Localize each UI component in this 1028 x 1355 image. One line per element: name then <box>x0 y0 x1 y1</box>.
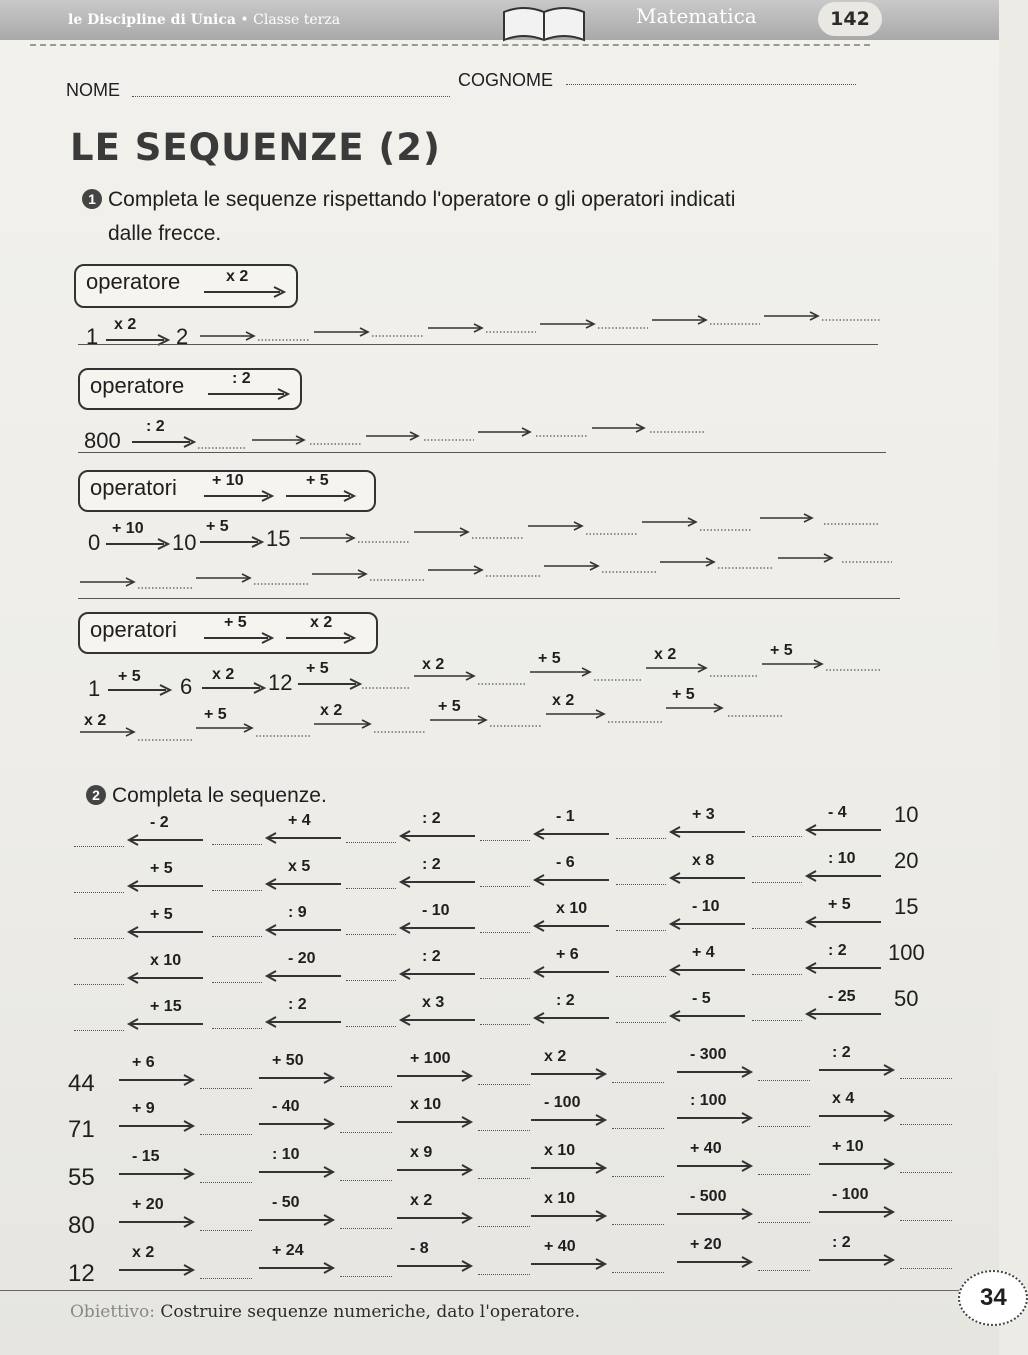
operator-label-1: + 5 <box>224 614 247 631</box>
answer-blank[interactable] <box>752 928 802 929</box>
forward-start-value: 55 <box>68 1164 95 1191</box>
backward-op: + 5 <box>150 906 173 923</box>
seq3-third: 15 <box>266 526 291 551</box>
answer-blank[interactable] <box>900 1078 952 1079</box>
answer-blank[interactable] <box>340 1180 392 1181</box>
page-number: 142 <box>818 2 882 36</box>
answer-blank[interactable] <box>346 934 396 935</box>
answer-blank[interactable] <box>340 1276 392 1277</box>
backward-op: - 4 <box>828 804 847 821</box>
backward-op: + 15 <box>150 998 182 1015</box>
seq1-start: 1 <box>86 324 99 349</box>
forward-op: - 300 <box>690 1046 727 1063</box>
forward-op: - 40 <box>272 1098 300 1115</box>
name-field[interactable] <box>132 96 450 97</box>
left-arrow-icon <box>400 1014 476 1026</box>
left-arrow-icon <box>670 826 746 838</box>
surname-field[interactable] <box>566 84 856 85</box>
answer-blank[interactable] <box>346 842 396 843</box>
seq4-start: 1 <box>88 676 101 701</box>
answer-blank[interactable] <box>200 1088 252 1089</box>
arrow-icon <box>204 286 286 298</box>
bottom-line <box>0 1290 970 1291</box>
answer-blank[interactable] <box>346 888 396 889</box>
left-arrow-icon <box>534 874 610 886</box>
forward-op: : 10 <box>272 1146 300 1163</box>
forward-op: - 50 <box>272 1194 300 1211</box>
answer-blank[interactable] <box>478 1130 530 1131</box>
arrow-icon <box>202 682 266 694</box>
backward-end-value: 50 <box>894 986 919 1011</box>
forward-op: : 2 <box>832 1044 851 1061</box>
forward-op: x 2 <box>410 1192 433 1209</box>
left-arrow-icon <box>266 878 342 890</box>
seq3-operator-2: + 5 <box>206 518 229 535</box>
forward-op: + 20 <box>690 1236 722 1253</box>
answer-blank[interactable] <box>616 838 666 839</box>
right-arrow-icon <box>818 1158 894 1170</box>
right-arrow-icon <box>818 1254 894 1266</box>
answer-blank[interactable] <box>612 1176 664 1177</box>
exercise2-instruction: 2 Completa le sequenze. <box>86 780 327 812</box>
left-arrow-icon <box>266 1016 342 1028</box>
left-arrow-icon <box>806 962 882 974</box>
backward-op: + 4 <box>288 812 311 829</box>
backward-op: : 2 <box>556 992 575 1009</box>
right-arrow-icon <box>396 1116 472 1128</box>
answer-blank[interactable] <box>900 1220 952 1221</box>
seq3-operator-1: + 10 <box>112 520 144 537</box>
forward-op: x 2 <box>132 1244 155 1261</box>
backward-op: + 5 <box>828 896 851 913</box>
right-arrow-icon <box>676 1160 752 1172</box>
seq3-blank-arrows[interactable] <box>296 502 886 548</box>
left-arrow-icon <box>806 870 882 882</box>
seq4-row2-op: x 2 <box>84 712 107 729</box>
seq2-blank-arrows[interactable] <box>196 414 716 454</box>
page-badge: 34 <box>958 1270 1028 1326</box>
forward-op: x 9 <box>410 1144 433 1161</box>
seq4-row2-op: + 5 <box>672 686 695 703</box>
answer-blank[interactable] <box>74 1030 124 1031</box>
arrow-icon <box>204 490 274 502</box>
forward-op: x 4 <box>832 1090 855 1107</box>
answer-blank[interactable] <box>616 930 666 931</box>
backward-op: x 3 <box>422 994 445 1011</box>
forward-start-value: 12 <box>68 1260 95 1287</box>
answer-blank[interactable] <box>478 1178 530 1179</box>
objective: Obiettivo: Costruire sequenze numeriche, dato l'operatore. <box>70 1302 581 1322</box>
answer-blank[interactable] <box>478 1274 530 1275</box>
right-arrow-icon <box>676 1208 752 1220</box>
operator-label-1: + 10 <box>212 472 244 489</box>
operator-box-4 <box>78 612 378 654</box>
answer-blank[interactable] <box>616 1022 666 1023</box>
right-arrow-icon <box>118 1264 194 1276</box>
answer-blank[interactable] <box>200 1134 252 1135</box>
right-arrow-icon <box>396 1164 472 1176</box>
exercise2-number: 2 <box>86 785 106 805</box>
operator-label: : 2 <box>232 370 251 387</box>
backward-op: : 10 <box>828 850 856 867</box>
left-arrow-icon <box>670 918 746 930</box>
backward-op: - 5 <box>692 990 711 1007</box>
backward-op: - 10 <box>692 898 720 915</box>
answer-blank[interactable] <box>480 932 530 933</box>
forward-op: : 100 <box>690 1092 727 1109</box>
forward-op: - 100 <box>544 1094 581 1111</box>
right-arrow-icon <box>258 1262 334 1274</box>
backward-end-value: 100 <box>888 940 925 965</box>
answer-blank[interactable] <box>478 1226 530 1227</box>
answer-blank[interactable] <box>752 974 802 975</box>
seq4-operator-2: x 2 <box>212 666 235 683</box>
answer-blank[interactable] <box>480 978 530 979</box>
left-arrow-icon <box>806 1008 882 1020</box>
backward-op: : 2 <box>828 942 847 959</box>
arrow-icon <box>132 436 196 448</box>
answer-blank[interactable] <box>74 892 124 893</box>
forward-op: - 15 <box>132 1148 160 1165</box>
backward-op: x 10 <box>556 900 588 917</box>
right-arrow-icon <box>530 1114 606 1126</box>
left-arrow-icon <box>128 1018 204 1030</box>
left-arrow-icon <box>266 970 342 982</box>
seq4-operator-1: + 5 <box>118 668 141 685</box>
seq4-third: 12 <box>268 670 293 695</box>
operator-label-2: + 5 <box>306 472 329 489</box>
forward-op: - 100 <box>832 1186 869 1203</box>
right-arrow-icon <box>818 1206 894 1218</box>
left-arrow-icon <box>806 916 882 928</box>
right-arrow-icon <box>396 1260 472 1272</box>
exercise1-line1: Completa le sequenze rispettando l'operatore o gli operatori indicati <box>108 188 736 211</box>
seq4-operator-3: + 5 <box>306 660 329 677</box>
right-arrow-icon <box>396 1212 472 1224</box>
answer-blank[interactable] <box>480 886 530 887</box>
right-arrow-icon <box>258 1214 334 1226</box>
answer-blank[interactable] <box>612 1128 664 1129</box>
backward-op: : 9 <box>288 904 307 921</box>
answer-blank[interactable] <box>340 1228 392 1229</box>
right-arrow-icon <box>818 1110 894 1122</box>
left-arrow-icon <box>128 834 204 846</box>
forward-op: + 40 <box>544 1238 576 1255</box>
answer-blank[interactable] <box>752 836 802 837</box>
right-arrow-icon <box>118 1216 194 1228</box>
left-arrow-icon <box>400 876 476 888</box>
seq4-row1-op: + 5 <box>770 642 793 659</box>
right-arrow-icon <box>676 1112 752 1124</box>
exercise1-instruction <box>82 184 735 216</box>
answer-blank[interactable] <box>200 1230 252 1231</box>
left-arrow-icon <box>534 966 610 978</box>
right-arrow-icon <box>530 1258 606 1270</box>
arrow-icon <box>204 632 274 644</box>
backward-op: - 1 <box>556 808 575 825</box>
right-arrow-icon <box>118 1120 194 1132</box>
answer-blank[interactable] <box>340 1086 392 1087</box>
operator-box-label: operatori <box>90 617 177 642</box>
operator-box-label: operatore <box>86 269 181 294</box>
answer-blank[interactable] <box>74 938 124 939</box>
operator-box-2 <box>78 368 302 410</box>
forward-op: - 8 <box>410 1240 429 1257</box>
answer-blank[interactable] <box>480 1024 530 1025</box>
seq2-operator: : 2 <box>146 418 165 435</box>
answer-blank[interactable] <box>212 844 262 845</box>
left-arrow-icon <box>400 968 476 980</box>
seq1-second: 2 <box>176 324 189 349</box>
answer-blank[interactable] <box>612 1224 664 1225</box>
book-icon <box>498 2 590 44</box>
forward-op: - 500 <box>690 1188 727 1205</box>
header-series: le Discipline di Unica • Classe terza <box>68 12 341 28</box>
surname-label: COGNOME <box>458 70 554 90</box>
backward-op: - 2 <box>150 814 169 831</box>
right-arrow-icon <box>676 1066 752 1078</box>
answer-blank[interactable] <box>758 1174 810 1175</box>
exercise1-number: 1 <box>82 189 102 209</box>
right-arrow-icon <box>396 1070 472 1082</box>
backward-op: x 5 <box>288 858 311 875</box>
left-arrow-icon <box>266 832 342 844</box>
backward-end-value: 10 <box>894 802 919 827</box>
left-arrow-icon <box>670 1010 746 1022</box>
arrow-icon <box>108 684 172 696</box>
answer-blank[interactable] <box>616 976 666 977</box>
arrow-icon <box>298 678 362 690</box>
answer-blank[interactable] <box>612 1272 664 1273</box>
backward-end-value: 15 <box>894 894 919 919</box>
operator-box-label: operatore <box>90 373 185 398</box>
seq4-row2-op: + 5 <box>204 706 227 723</box>
backward-op: : 2 <box>422 856 441 873</box>
operator-label: x 2 <box>226 268 249 285</box>
left-arrow-icon <box>128 926 204 938</box>
answer-blank[interactable] <box>478 1084 530 1085</box>
operator-box-1 <box>74 264 298 308</box>
right-arrow-icon <box>118 1168 194 1180</box>
answer-blank[interactable] <box>900 1172 952 1173</box>
right-arrow-icon <box>530 1162 606 1174</box>
operator-box-label: operatori <box>90 475 177 500</box>
left-arrow-icon <box>400 922 476 934</box>
seq1-operator: x 2 <box>114 316 137 333</box>
right-arrow-icon <box>530 1068 606 1080</box>
answer-blank[interactable] <box>212 982 262 983</box>
arrow-icon <box>286 632 356 644</box>
backward-op: - 6 <box>556 854 575 871</box>
seq4-row1-op: x 2 <box>422 656 445 673</box>
right-arrow-icon <box>258 1118 334 1130</box>
page-title: LE SEQUENZE (2) <box>70 126 441 169</box>
left-arrow-icon <box>534 1012 610 1024</box>
backward-op: x 10 <box>150 952 182 969</box>
left-arrow-icon <box>128 880 204 892</box>
backward-op: - 10 <box>422 902 450 919</box>
backward-op: + 3 <box>692 806 715 823</box>
answer-blank[interactable] <box>74 984 124 985</box>
seq4-row1-blanks[interactable] <box>356 648 886 694</box>
forward-op: + 6 <box>132 1054 155 1071</box>
left-arrow-icon <box>534 920 610 932</box>
exercise1-line2: dalle frecce. <box>108 222 222 245</box>
name-label: NOME <box>66 80 120 100</box>
left-arrow-icon <box>534 828 610 840</box>
seq4-row2-blanks[interactable] <box>76 696 796 744</box>
answer-blank[interactable] <box>346 980 396 981</box>
seq4-row2-op: x 2 <box>320 702 343 719</box>
forward-op: x 10 <box>410 1096 442 1113</box>
answer-blank[interactable] <box>74 846 124 847</box>
left-arrow-icon <box>670 872 746 884</box>
backward-op: - 20 <box>288 950 316 967</box>
backward-op: : 2 <box>288 996 307 1013</box>
backward-op: + 6 <box>556 946 579 963</box>
answer-blank[interactable] <box>900 1124 952 1125</box>
backward-op: + 4 <box>692 944 715 961</box>
seq3-second: 10 <box>172 530 197 555</box>
backward-op: - 25 <box>828 988 856 1005</box>
answer-blank[interactable] <box>346 1026 396 1027</box>
backward-op: : 2 <box>422 810 441 827</box>
left-arrow-icon <box>806 824 882 836</box>
backward-end-value: 20 <box>894 848 919 873</box>
seq3-start: 0 <box>88 530 101 555</box>
backward-op: + 5 <box>150 860 173 877</box>
forward-op: x 2 <box>544 1048 567 1065</box>
seq4-row2-op: + 5 <box>438 698 461 715</box>
forward-op: + 50 <box>272 1052 304 1069</box>
answer-blank[interactable] <box>212 936 262 937</box>
left-arrow-icon <box>128 972 204 984</box>
forward-start-value: 71 <box>68 1116 95 1143</box>
answer-blank[interactable] <box>616 884 666 885</box>
answer-blank[interactable] <box>752 1020 802 1021</box>
answer-blank[interactable] <box>758 1080 810 1081</box>
answer-blank[interactable] <box>212 1028 262 1029</box>
answer-blank[interactable] <box>758 1126 810 1127</box>
forward-start-value: 44 <box>68 1070 95 1097</box>
left-arrow-icon <box>266 924 342 936</box>
left-arrow-icon <box>670 964 746 976</box>
right-arrow-icon <box>818 1064 894 1076</box>
seq3-blank-arrows-row2[interactable] <box>76 544 896 592</box>
forward-op: : 2 <box>832 1234 851 1251</box>
answer-blank[interactable] <box>200 1182 252 1183</box>
forward-op: + 10 <box>832 1138 864 1155</box>
seq4-row2-op: x 2 <box>552 692 575 709</box>
answer-blank[interactable] <box>758 1222 810 1223</box>
separator-line <box>78 344 878 345</box>
forward-op: + 24 <box>272 1242 304 1259</box>
forward-start-value: 80 <box>68 1212 95 1239</box>
header-subject: Matematica <box>636 4 757 28</box>
forward-op: + 20 <box>132 1196 164 1213</box>
operator-label-2: x 2 <box>310 614 333 631</box>
separator-line <box>78 598 900 599</box>
right-arrow-icon <box>530 1210 606 1222</box>
forward-op: x 10 <box>544 1190 576 1207</box>
answer-blank[interactable] <box>212 890 262 891</box>
backward-op: : 2 <box>422 948 441 965</box>
seq2-start: 800 <box>84 428 121 453</box>
seq1-blank-arrows[interactable] <box>196 306 886 346</box>
seq4-second: 6 <box>180 674 193 699</box>
right-arrow-icon <box>258 1166 334 1178</box>
forward-op: + 40 <box>690 1140 722 1157</box>
right-arrow-icon <box>118 1074 194 1086</box>
header-dash-line <box>30 44 870 46</box>
answer-blank[interactable] <box>340 1132 392 1133</box>
forward-op: + 9 <box>132 1100 155 1117</box>
right-arrow-icon <box>258 1072 334 1084</box>
arrow-icon <box>286 490 356 502</box>
seq4-row1-op: + 5 <box>538 650 561 667</box>
seq4-row1-op: x 2 <box>654 646 677 663</box>
right-arrow-icon <box>676 1256 752 1268</box>
forward-op: x 10 <box>544 1142 576 1159</box>
backward-op: x 8 <box>692 852 715 869</box>
answer-blank[interactable] <box>612 1082 664 1083</box>
forward-op: + 100 <box>410 1050 451 1067</box>
answer-blank[interactable] <box>480 840 530 841</box>
answer-blank[interactable] <box>758 1270 810 1271</box>
separator-line <box>78 452 886 453</box>
left-arrow-icon <box>400 830 476 842</box>
arrow-icon <box>208 388 290 400</box>
answer-blank[interactable] <box>752 882 802 883</box>
answer-blank[interactable] <box>200 1278 252 1279</box>
answer-blank[interactable] <box>900 1268 952 1269</box>
